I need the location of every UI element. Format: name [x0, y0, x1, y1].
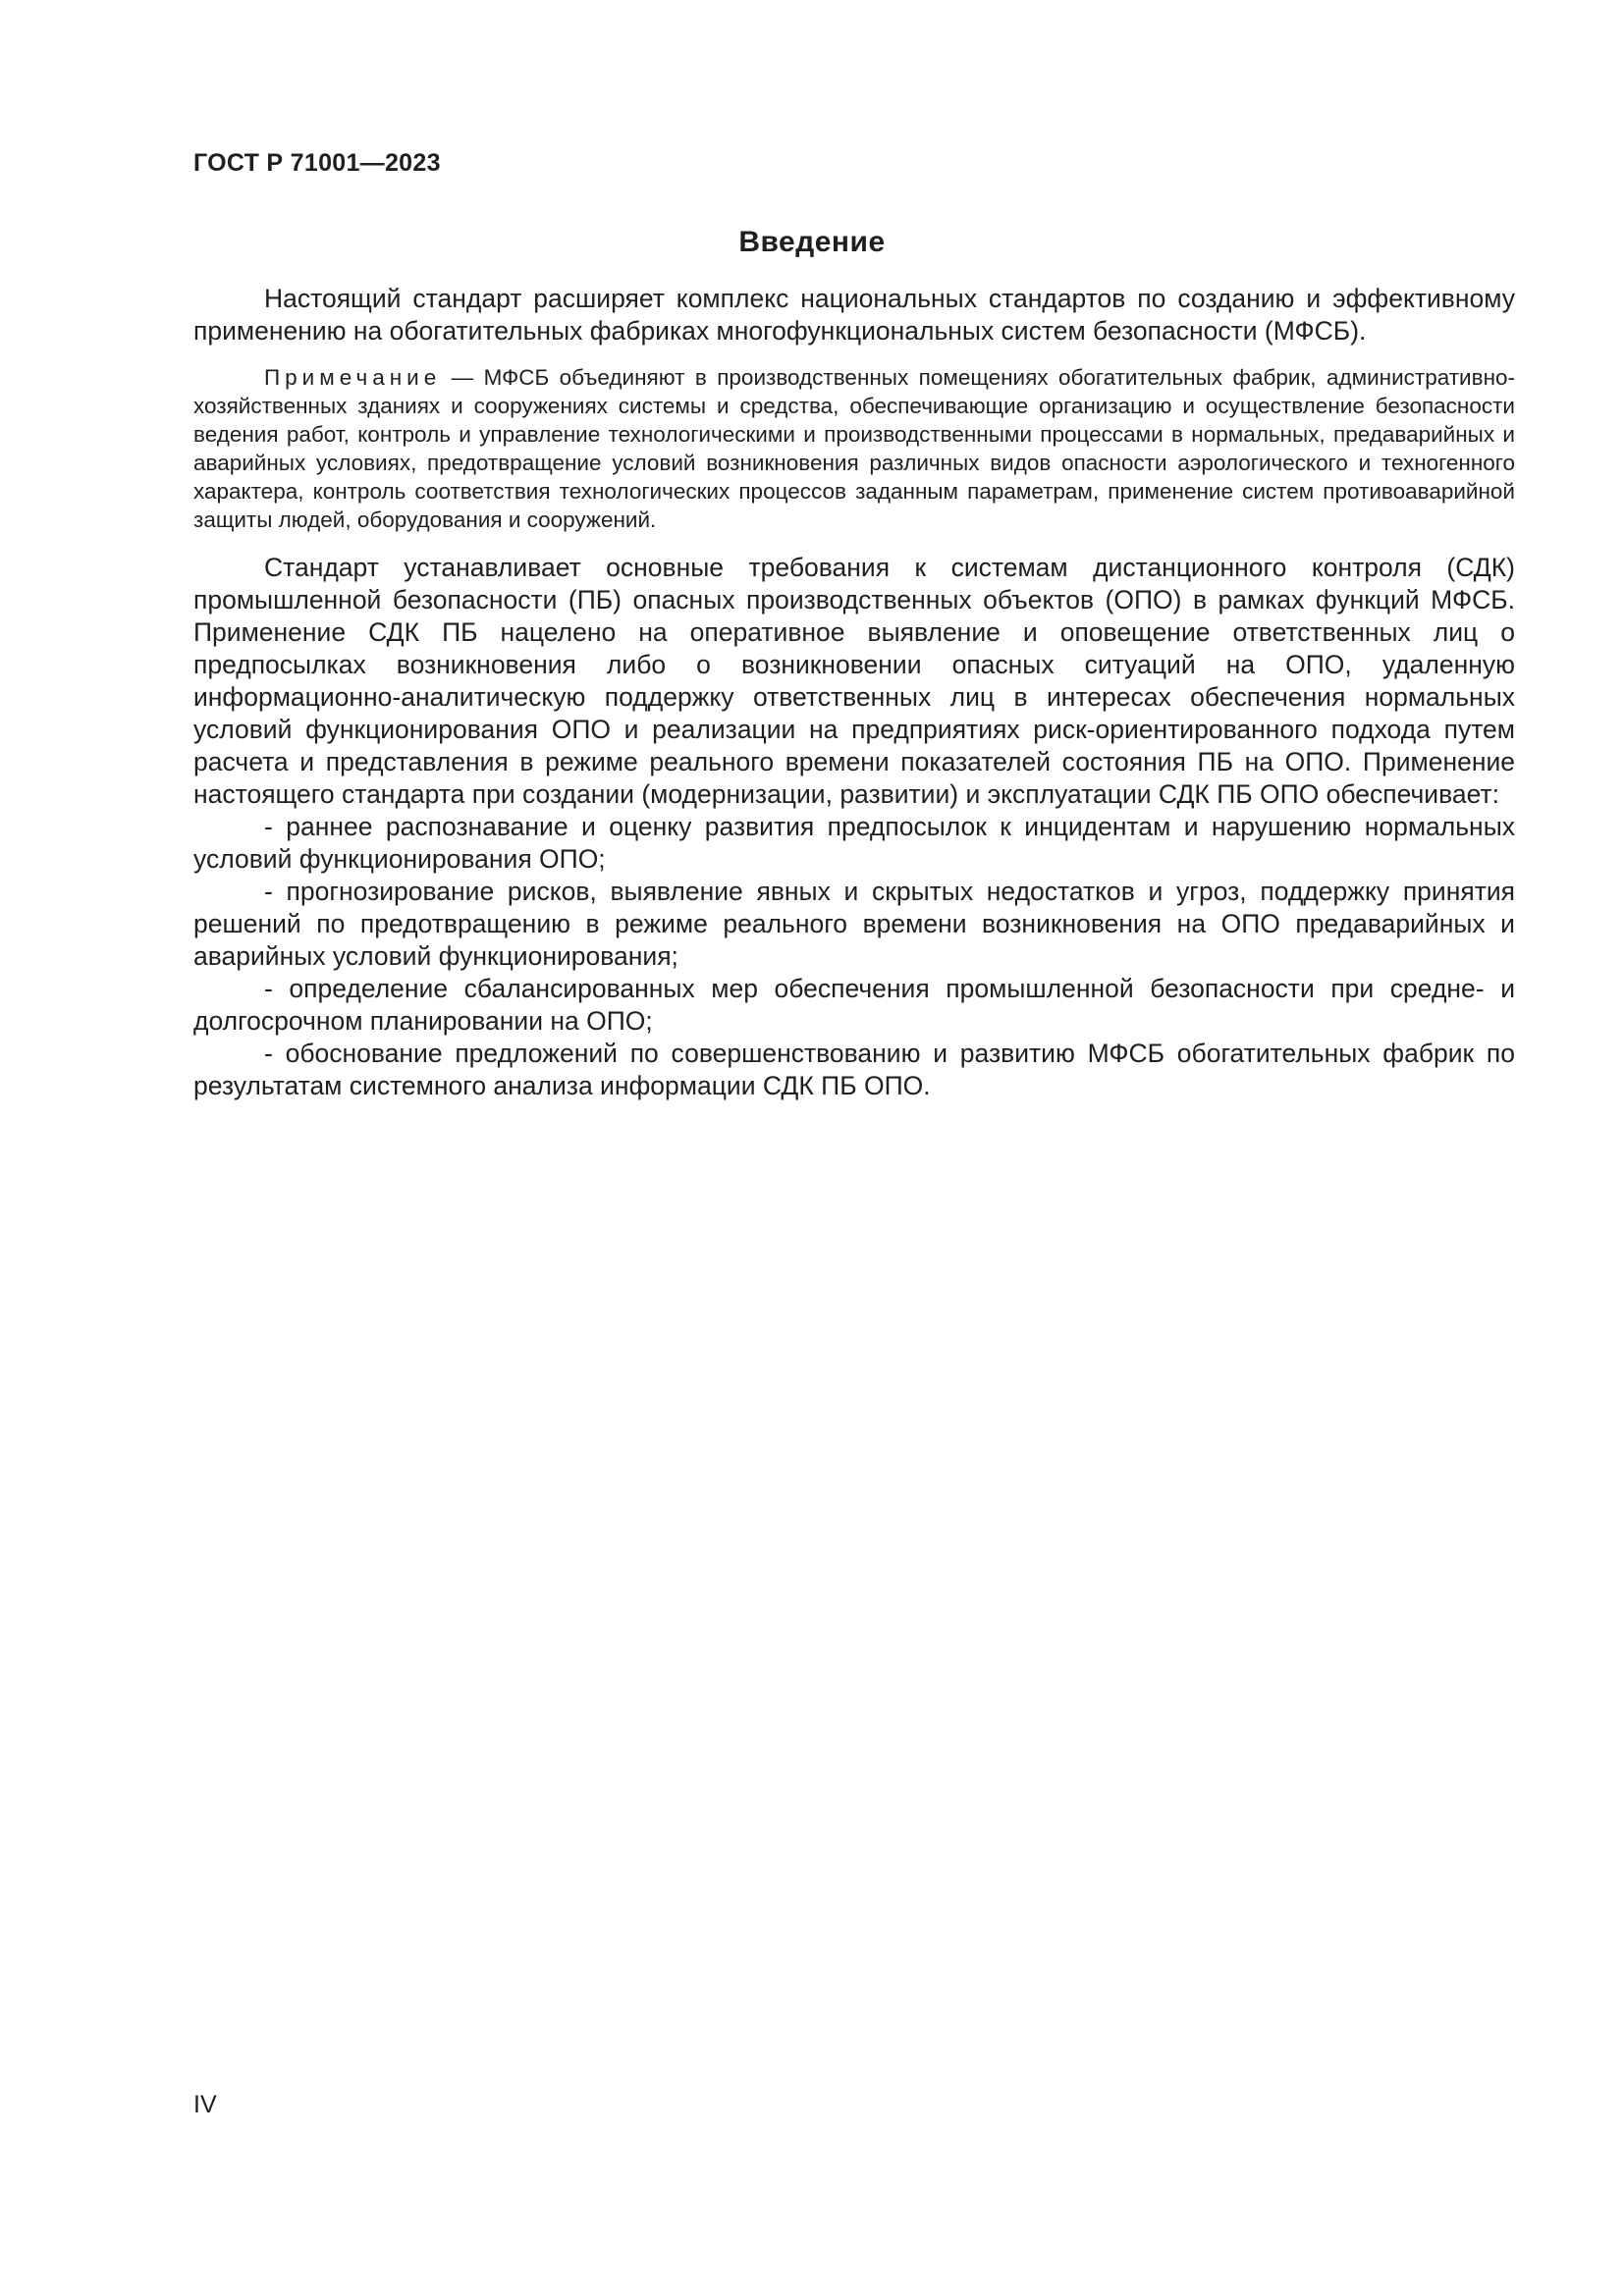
- note-text: — МФСБ объединяют в производственных помещениях обогатительных фабрик, административно-хозяйственных зданиях и сооружениях системы и средства, обеспечивающие организацию и осуществление безопасности ведения работ, контроль и управление технологическими и производственными процессами в нормальных, предаварийных и аварийных условиях, предотвращение условий возникновения различных видов опасности аэрологического и техногенного характера, контроль соответствия технологических процессов заданным параметрам, применение систем противоаварийной защиты людей, оборудования и сооружений.: [193, 365, 1515, 532]
- list-item: - раннее распознавание и оценку развития предпосылок к инцидентам и нарушению нормальных условий функционирования ОПО;: [193, 812, 1515, 874]
- requirements-paragraph: Стандарт устанавливает основные требования к системам дистанционного контроля (СДК) промышленной безопасности (ПБ) опасных производственных объектов (ОПО) в рамках функций МФСБ. Применение СДК ПБ нацелено на оперативное выявление и оповещение ответственных лиц о предпосылках возникновения либо о возникновении опасных ситуаций на ОПО, удаленную информационно-аналитическую поддержку ответственных лиц в интересах обеспечения нормальных условий функционирования ОПО и реализации на предприятиях риск-ориентированного подхода путем расчета и представления в режиме реального времени показателей состояния ПБ на ОПО. Применение настоящего стандарта при создании (модернизации, развитии) и эксплуатации СДК ПБ ОПО обеспечивает:: [193, 553, 1515, 809]
- page-number: IV: [193, 2091, 217, 2118]
- intro-paragraph: Настоящий стандарт расширяет комплекс национальных стандартов по созданию и эффективному применению на обогатительных фабриках многофункциональных систем безопасности (МФСБ).: [193, 284, 1515, 346]
- section-body: [193, 283, 1515, 1102]
- note-paragraph: [193, 363, 1515, 534]
- list-item: - определение сбалансированных мер обеспечения промышленной безопасности при средне- и долгосрочном планировании на ОПО;: [193, 974, 1515, 1036]
- note-label: Примечание: [264, 365, 442, 390]
- section-title: Введение: [738, 226, 886, 258]
- list-item: - прогнозирование рисков, выявление явных и скрытых недостатков и угроз, поддержку принятия решений по предотвращению в режиме реального времени возникновения на ОПО предаварийных и аварийных условий функционирования;: [193, 877, 1515, 971]
- list-item: - обоснование предложений по совершенствованию и развитию МФСБ обогатительных фабрик по результатам системного анализа информации СДК ПБ ОПО.: [193, 1039, 1515, 1100]
- document-id-header: ГОСТ Р 71001—2023: [193, 149, 441, 177]
